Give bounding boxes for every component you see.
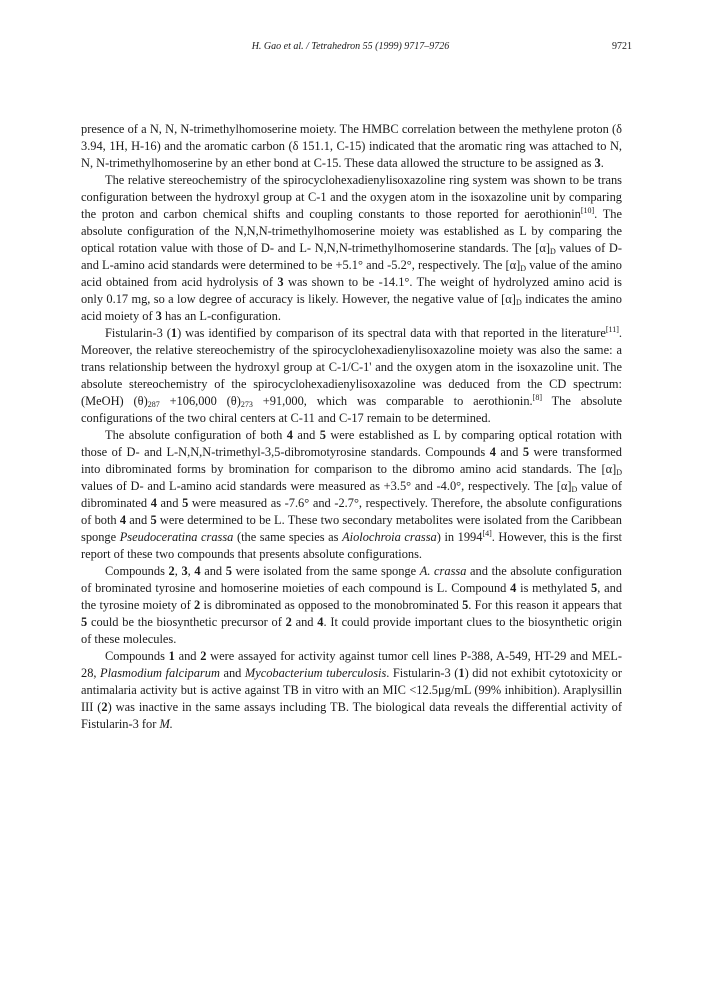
paragraph-structure-assignment: presence of a N, N, N-trimethylhomoserine moiety. The HMBC correlation between the methylene proton (δ 3.94, 1H, H-16) and the aromatic carbon (δ 151.1, C-15) indicated that the aromatic ring was attached to N, N, N-trimethylhomoserine by an ether bond at C-15. These data allowed the structure to be assigned as 3. <box>81 122 622 170</box>
page-number: 9721 <box>612 41 632 52</box>
paragraph-relative-stereochemistry: The relative stereochemistry of the spirocyclohexadienylisoxazoline ring system was shown to be trans configuration between the hydroxyl group at C-1 and the oxygen atom in the isoxazoline unit by comparing the proton and carbon chemical shifts and coupling constants to those reported for aerothionin[10]. The absolute configuration of the N,N,N-trimethylhomoserine moiety was established as L by comparing the optical rotation value with those of D- and L- N,N,N-trimethylhomoserine standards. The $[\alpha]_D$ values of D- and L-amino acid standards were determined to be +5.1° and -5.2°, respectively. The $[\alpha]_D$ value of the amino acid obtained from acid hydrolysis of 3 was shown to be -14.1°. The weight of hydrolyzed amino acid is only 0.17 mg, so a low degree of accuracy is likely. However, the negative value of $[\alpha]_D$ indicates the amino acid moiety of 3 has an L-configuration. <box>81 173 623 323</box>
article-body <box>81 121 622 733</box>
paragraph-biosynthetic-origin: Compounds 2, 3, 4 and 5 were isolated from the same sponge A. crassa and the absolute configuration of brominated tyrosine and homoserine moieties of each compound is L. Compound 4 is methylated 5, and the tyrosine moiety of 2 is dibrominated as opposed to the monobrominated 5. For this reason it appears that 5 could be the biosynthetic precursor of 2 and 4. It could provide important clues to the biosynthetic origin of these molecules. <box>81 564 623 646</box>
paragraph-absolute-configuration: The absolute configuration of both 4 and 5 were established as L by comparing optical rotation with those of D- and L-N,N,N-trimethyl-3,5-dibromotyrosine standards. Compounds 4 and 5 were transformed into dibrominated forms by bromination for comparison to the dibromo amino acid standards. The $[\alpha]_D$ values of D- and L-amino acid standards were measured as +3.5° and -4.0°, respectively. The $[\alpha]_D$ value of dibrominated 4 and 5 were measured as -7.6° and -2.7°, respectively. Therefore, the absolute configurations of both 4 and 5 were determined to be L. These two secondary metabolites were isolated from the Caribbean sponge Pseudoceratina crassa (the same species as Aiolochroia crassa) in 1994[4]. However, this is the first report of these two compounds that presents absolute configurations. <box>81 428 623 561</box>
page-header <box>0 41 701 57</box>
paragraph-biological-activity: Compounds 1 and 2 were assayed for activity against tumor cell lines P-388, A-549, HT-29 and MEL-28, Plasmodium falciparum and Mycobacterium tuberculosis. Fistularin-3 (1) did not exhibit cytotoxicity or antimalaria activity but is active against TB in vitro with an MIC <12.5μg/mL (99% inhibition). Araplysillin III (2) was inactive in the same assays including TB. The biological data reveals the differential activity of Fistularin-3 for M. <box>81 649 622 731</box>
paragraph-fistularin-3: Fistularin-3 (1) was identified by comparison of its spectral data with that reported in the literature[11]. Moreover, the relative stereochemistry of the spirocyclohexadienylisoxazoline moiety was also the same: a trans relationship between the hydroxyl group at C-1/C-1' and the oxygen atom in the isoxazoline unit. The absolute stereochemistry of the spirocyclohexadienylisoxazoline was deduced from the CD spectrum: (MeOH) $(\theta)_{287} +106,000$ $(\theta)_{273} +91,000$, which was comparable to aerothionin.[8] The absolute configurations of the two chiral centers at C-11 and C-17 remain to be determined. <box>81 325 623 425</box>
running-head: H. Gao et al. / Tetrahedron 55 (1999) 9717–9726 <box>251 41 450 52</box>
